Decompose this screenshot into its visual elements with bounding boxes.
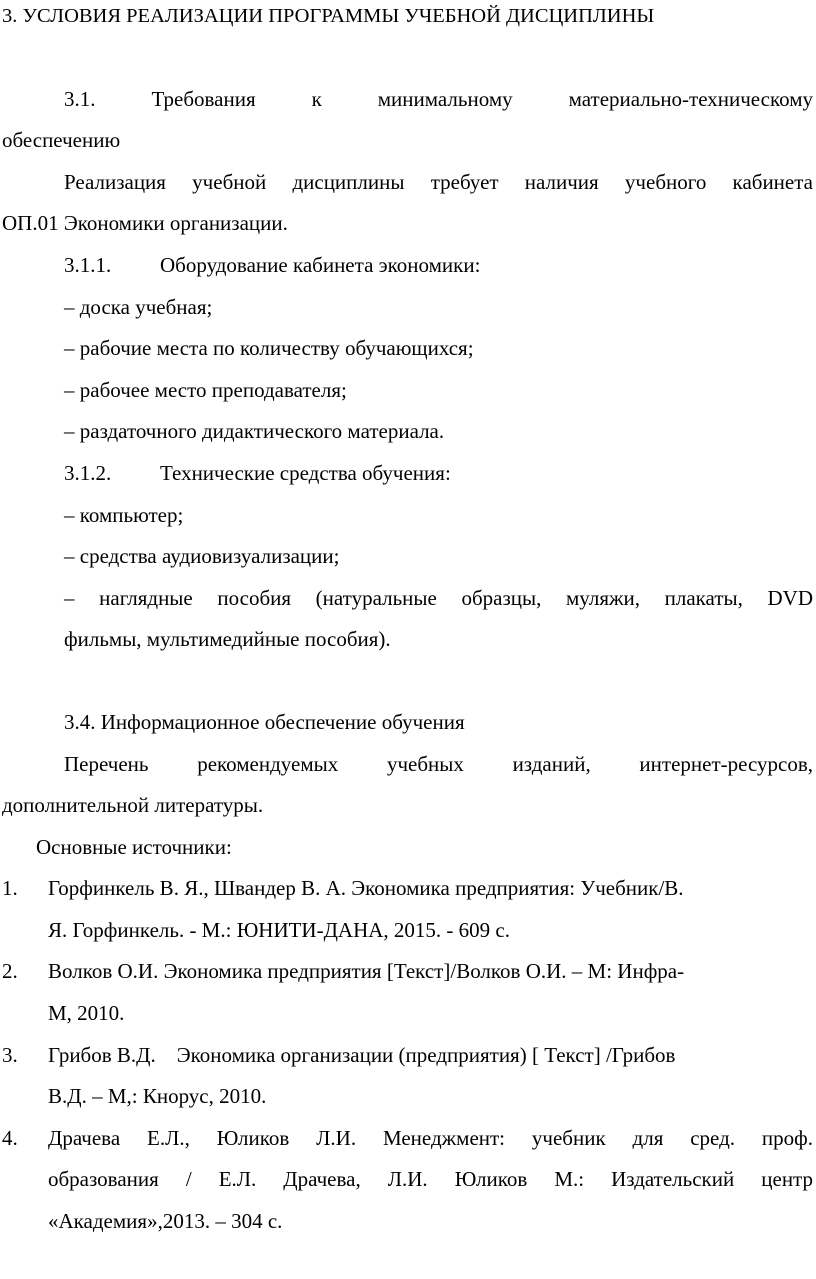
section-3-4-title: 3.4. Информационное обеспечение обучения [64,709,465,734]
list-item-line: Волков О.И. Экономика предприятия [Текст]/Волков О.И. – М: Инфра- [48,959,685,984]
sources-title: Основные источники: [36,834,232,859]
section-3-4-paragraph-line1: Перечень рекомендуемых учебных изданий, интернет-ресурсов, [64,751,813,776]
spacer [2,38,813,79]
intro-paragraph-line2: ОП.01 Экономики организации. [2,211,288,236]
list-item-line: М, 2010. [48,1001,125,1026]
equipment-heading [2,245,813,287]
list-item-number: 1. [2,876,18,901]
equipment-item: – рабочее место преподавателя; [64,377,347,402]
intro-paragraph-line1: Реализация учебной дисциплины требует наличия учебного кабинета [64,169,813,194]
equipment-number: 3.1.1. [64,252,112,277]
technical-number: 3.1.2. [64,460,112,485]
list-item-number: 4. [2,1125,18,1150]
equipment-item: – доска учебная; [64,294,213,319]
spacer [2,661,813,702]
list-item [2,868,813,951]
equipment-item: – рабочие места по количеству обучающихся; [64,336,474,361]
technical-item: – компьютер; [64,502,184,527]
technical-title: Технические средства обучения: [160,460,451,485]
technical-item-visual-aids-line1: – наглядные пособия (натуральные образцы, муляжи, плакаты, DVD [64,585,813,610]
list-item-line: образования / Е.Л. Драчева, Л.И. Юликов М.: Издательский центр [48,1167,813,1192]
sources-list [2,868,813,1242]
list-item-number: 2. [2,959,18,984]
list-item-line: Я. Горфинкель. - М.: ЮНИТИ-ДАНА, 2015. - 609 с. [48,917,510,942]
equipment-title: Оборудование кабинета экономики: [160,252,481,277]
main-heading: 3. УСЛОВИЯ РЕАЛИЗАЦИИ ПРОГРАММЫ УЧЕБНОЙ ДИСЦИПЛИНЫ [2,5,655,27]
list-item-number: 3. [2,1042,18,1067]
list-item [2,1035,813,1118]
section-3-1-title-line1: 3.1. Требования к минимальному материально-техническому [64,86,813,111]
section-3-1-title-line2: обеспечению [2,128,121,153]
list-item [2,951,813,1034]
list-item-line: «Академия»,2013. – 304 с. [48,1209,283,1234]
technical-item-visual-aids-line2: фильмы, мультимедийные пособия). [64,627,391,652]
section-3-4-paragraph-line2: дополнительной литературы. [2,793,264,818]
technical-heading [2,453,813,495]
list-item-line: Драчева Е.Л., Юликов Л.И. Менеджмент: учебник для сред. проф. [48,1125,813,1150]
list-item-line: Горфинкель В. Я., Швандер В. А. Экономика предприятия: Учебник/В. [48,876,684,901]
list-item [2,1118,813,1243]
equipment-item: – раздаточного дидактического материала. [64,419,445,444]
list-item-line: В.Д. – М,: Кнорус, 2010. [48,1084,267,1109]
technical-item: – средства аудиовизуализации; [64,544,340,569]
list-item-line: Грибов В.Д. Экономика организации (предприятия) [ Текст] /Грибов [48,1042,676,1067]
